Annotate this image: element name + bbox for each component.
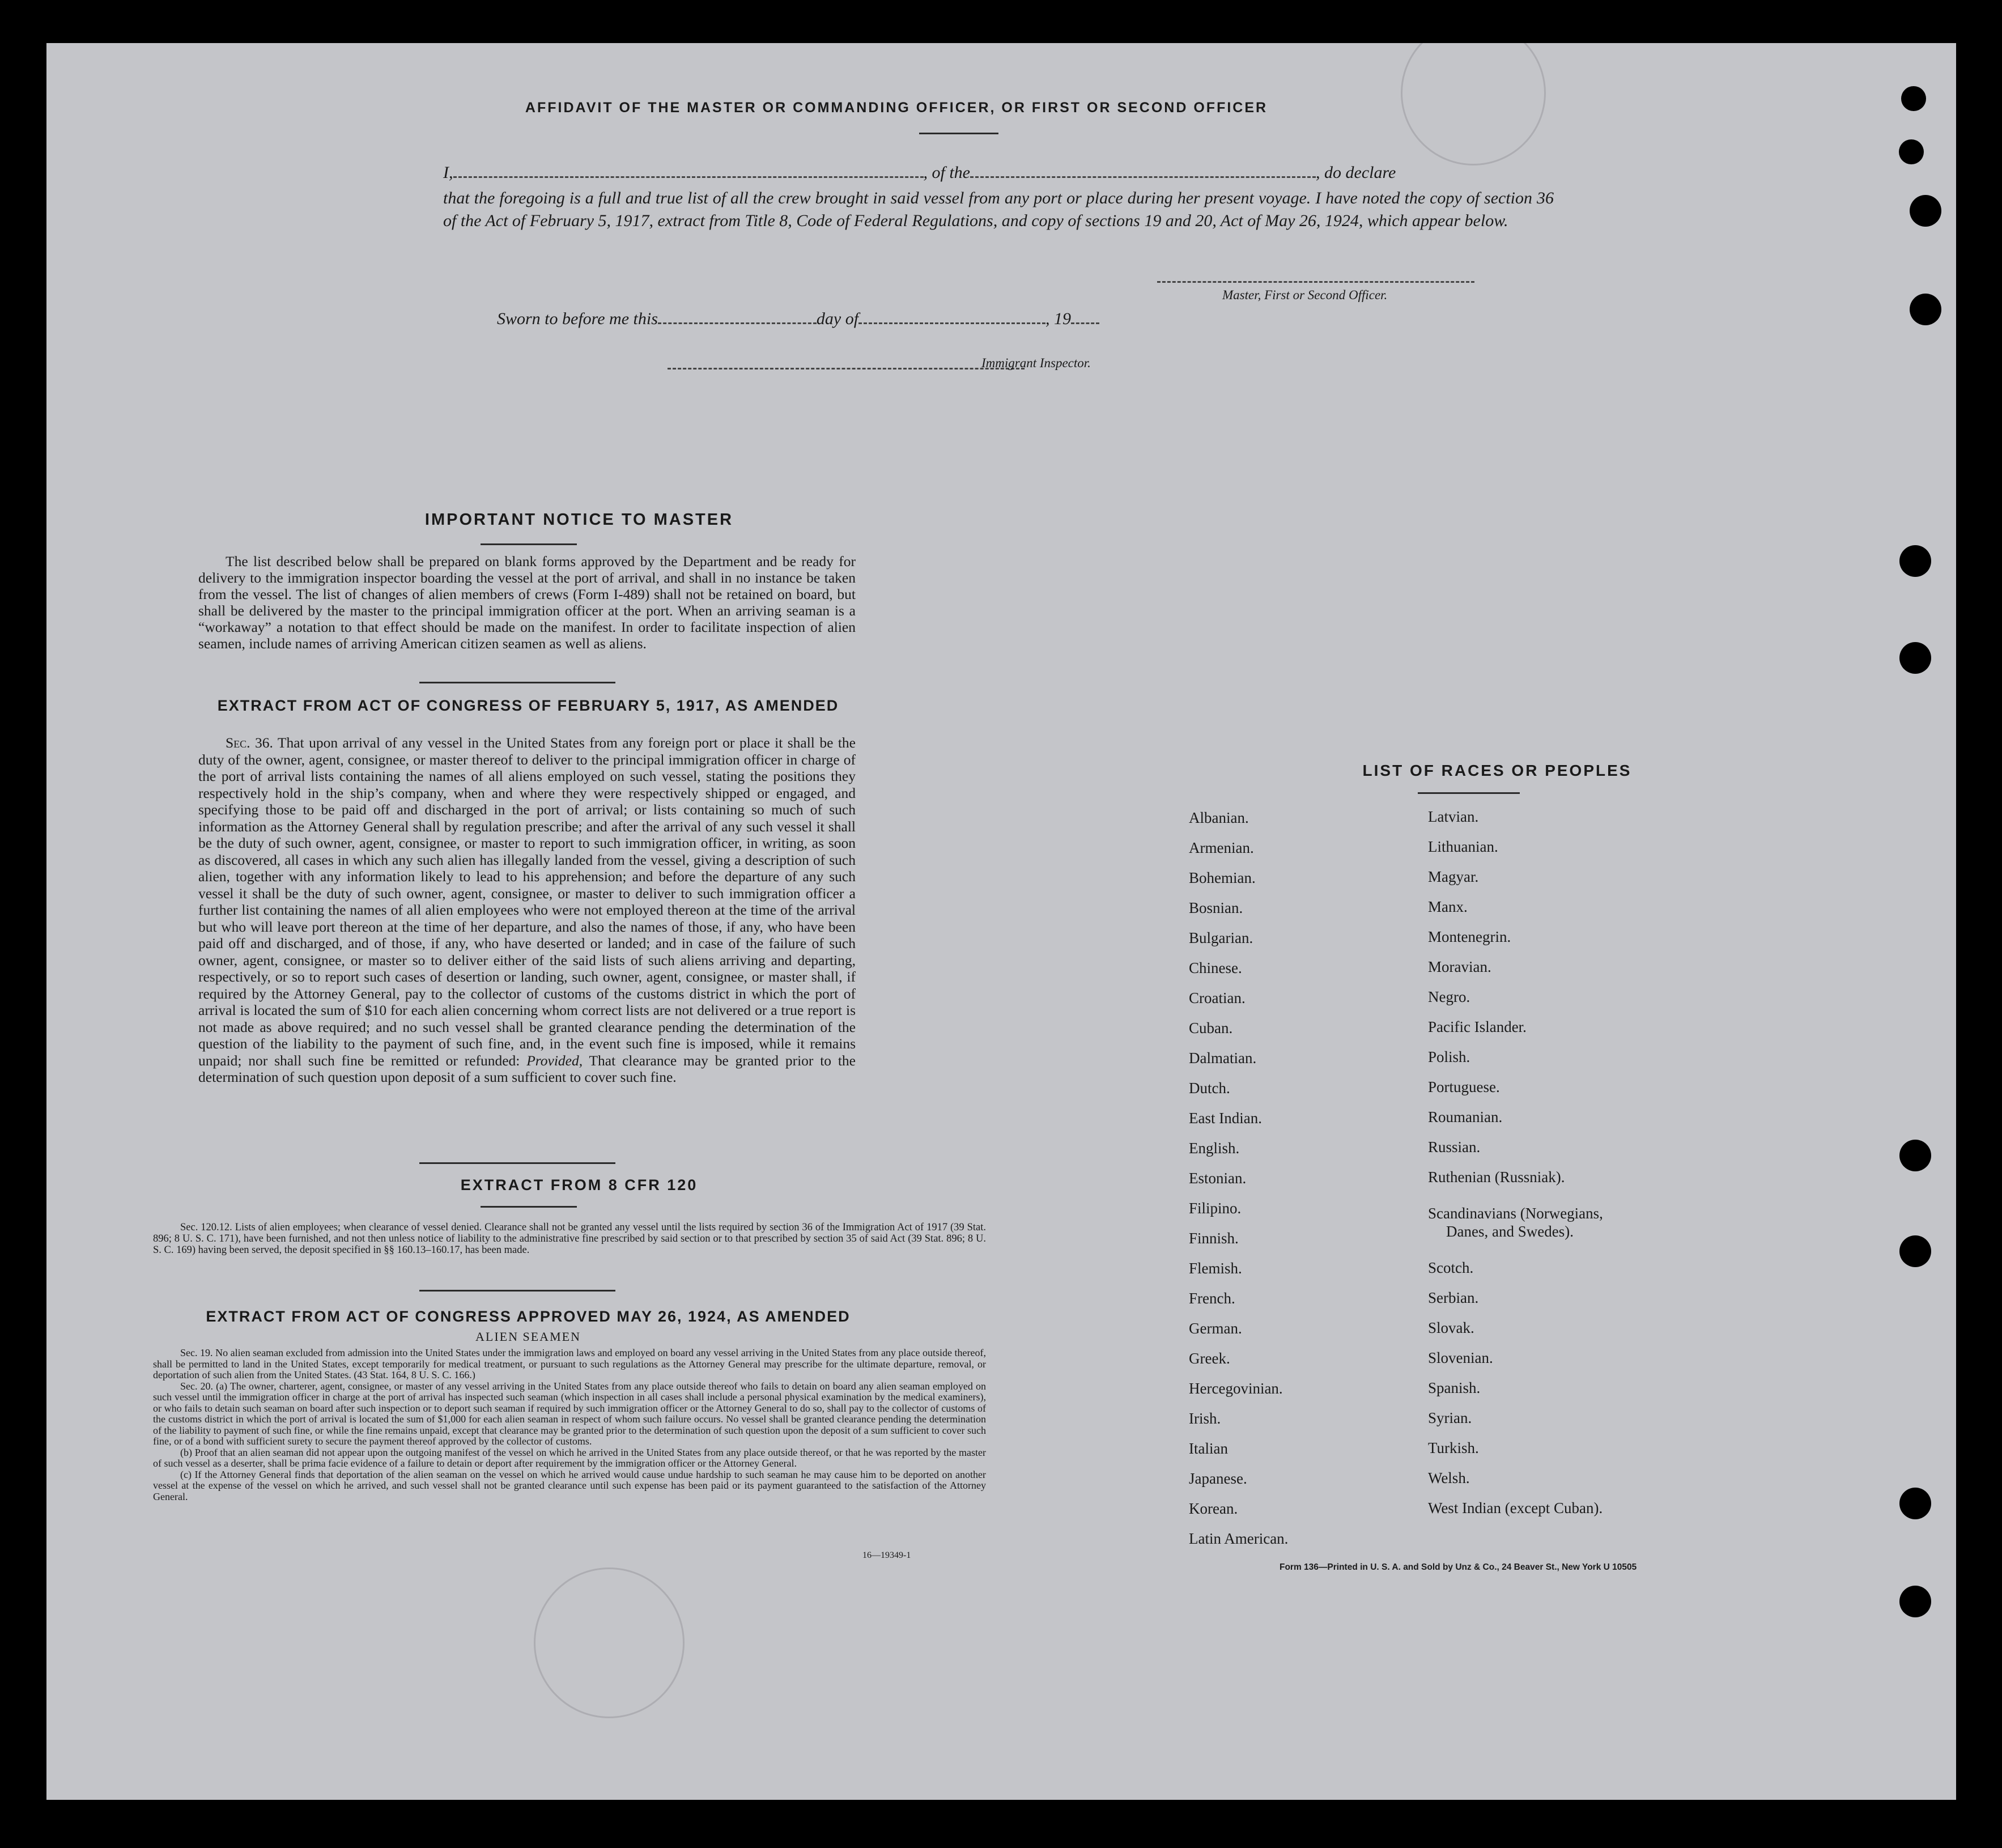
affidavit-do-declare: , do declare bbox=[1316, 163, 1396, 182]
race-item: Russian. bbox=[1428, 1138, 1481, 1155]
race-item: Montenegrin. bbox=[1428, 928, 1511, 945]
race-item: Welsh. bbox=[1428, 1469, 1470, 1486]
race-item: Italian bbox=[1189, 1440, 1228, 1457]
race-item: Magyar. bbox=[1428, 868, 1479, 885]
race-item: Finnish. bbox=[1189, 1230, 1239, 1247]
race-item: Latvian. bbox=[1428, 808, 1479, 825]
race-item: Japanese. bbox=[1189, 1470, 1247, 1487]
race-item: Irish. bbox=[1189, 1410, 1221, 1427]
race-item: Serbian. bbox=[1428, 1289, 1479, 1306]
printer-footer: Form 136—Printed in U. S. A. and Sold by Unz & Co., 24 Beaver St., New York U 10505 bbox=[1280, 1562, 1637, 1572]
races-title: LIST OF RACES OR PEOPLES bbox=[1362, 762, 1632, 779]
punch-hole bbox=[1899, 1488, 1931, 1519]
race-item: Greek. bbox=[1189, 1350, 1230, 1367]
notice-body: The list described below shall be prepared on blank forms approved by the Department and be ready for delivery to the immigration inspector boarding the vessel at the port of arrival, and shall in no instance be taken from the vessel. The list of changes of alien members of crews (Form I-489) shall not be retained on board, but shall be delivered by the master to the principal immigration officer at the port. When an arriving seaman is a “workaway” a notation to that effect should be made on the manifest. In order to facilitate inspection of alien seamen, include names of arriving American citizen seamen as well as aliens. bbox=[198, 553, 856, 652]
document-page bbox=[46, 43, 1956, 1800]
extract-cfr-title: EXTRACT FROM 8 CFR 120 bbox=[460, 1176, 698, 1193]
affidavit-title-rule bbox=[919, 133, 998, 134]
race-item: Scandinavians (Norwegians, bbox=[1428, 1205, 1603, 1222]
punch-hole bbox=[1899, 1235, 1931, 1267]
notice-title-rule bbox=[481, 543, 577, 545]
sec-36-label: Sec. 36. bbox=[226, 734, 273, 751]
punch-hole bbox=[1899, 139, 1924, 164]
race-item: English. bbox=[1189, 1140, 1240, 1157]
race-item: Lithuanian. bbox=[1428, 838, 1498, 855]
race-item: Scotch. bbox=[1428, 1259, 1474, 1276]
extract-1924-subtitle: ALIEN SEAMEN bbox=[475, 1329, 581, 1344]
sec-36-provided: Provided, bbox=[526, 1052, 583, 1069]
extract-1917-body bbox=[198, 734, 856, 1086]
embossed-seal-top bbox=[1401, 43, 1546, 165]
sec-36-text-2: That clearance may be granted prior to the determination of such question upon deposit of a sum sufficient to cover such fine. bbox=[198, 1052, 856, 1085]
master-signature-label: Master, First or Second Officer. bbox=[1222, 288, 1388, 302]
extract-1924-body bbox=[153, 1348, 986, 1502]
race-item: Bosnian. bbox=[1189, 899, 1243, 916]
race-item: Korean. bbox=[1189, 1500, 1238, 1517]
race-item: Filipino. bbox=[1189, 1200, 1242, 1217]
inspector-signature-label: Immigrant Inspector. bbox=[981, 356, 1091, 370]
races-title-rule bbox=[1418, 792, 1520, 794]
rule-before-1924 bbox=[419, 1290, 615, 1292]
form-code: 16—19349-1 bbox=[862, 1550, 911, 1560]
race-item: Cuban. bbox=[1189, 1019, 1233, 1036]
race-item: Moravian. bbox=[1428, 958, 1491, 975]
extract-cfr-body: Sec. 120.12. Lists of alien employees; when clearance of vessel denied. Clearance shall not be granted any vessel until the lists required by section 36 of the Immigration Act of 1917 (39 Stat. 896; 8 U. S. C. 171), have been furnished, and not then unless notice of liability to the administrative fine prescribed by said section or to that prescribed by section 35 of said Act (39 Stat. 896; 8 U. S. C. 169) having been served, the deposit specified in §§ 160.13–160.17, has been made. bbox=[153, 1222, 986, 1256]
affidavit-i: I, bbox=[443, 163, 453, 182]
race-item: Latin American. bbox=[1189, 1530, 1289, 1547]
race-item: Bulgarian. bbox=[1189, 929, 1253, 946]
master-signature-line bbox=[1157, 281, 1474, 283]
punch-hole bbox=[1901, 86, 1926, 111]
sec-36-text-1: That upon arrival of any vessel in the United States from any foreign port or place it shall be the duty of the owner, agent, consignee, or master thereof to deliver to the principal immigration officer in charge of the port of arrival lists containing the names of all aliens employed on such vessel, stating the positions they respectively hold in the ship’s company, when and where they were respectively shipped or engaged, and specifying those to be paid off and discharged in the port of arrival; or lists containing so much of such information as the Attorney General shall by regulation prescribe; and after the arrival of any such vessel it shall be the duty of such owner, agent, consignee, or master to report to such immigration officer, in writing, as soon as discovered, all cases in which any such alien has illegally landed from the vessel, giving a description of such alien, together with any information likely to lead to his apprehension; and before the departure of any such vessel it shall be the duty of such owner, agent, consignee, or master to deliver to such immigration officer a further list containing the names of all alien employees who were not employed thereon at the time of the arrival but who will leave port thereon at the time of her departure, and also the names of those, if any, who have been paid off and discharged, and of those, if any, who have deserted or landed; and in case of the failure of such owner, agent, consignee, or master so to deliver either of the said lists of such aliens arriving and departing, respectively, or so to report such cases of desertion or landing, such owner, agent, consignee, or master shall, if required by the Attorney General, pay to the collector of customs of the customs district in which the port of arrival is located the sum of $10 for each alien concerning whom correct lists are not delivered or a true report is not made as above required; and no such vessel shall be granted clearance pending the determination of the question of the liability to the payment of such fine, and, in the event such fine is imposed, while it remains unpaid; nor shall such fine be remitted or refunded: bbox=[198, 734, 856, 1069]
affidavit-of-the: , of the bbox=[923, 163, 970, 182]
race-item: Armenian. bbox=[1189, 839, 1254, 856]
race-item: Ruthenian (Russniak). bbox=[1428, 1169, 1565, 1186]
year-label: , 19 bbox=[1045, 309, 1072, 328]
race-item: Hercegovinian. bbox=[1189, 1380, 1283, 1397]
race-item: Manx. bbox=[1428, 898, 1468, 915]
sworn-label: Sworn to before me this bbox=[497, 309, 658, 328]
extract-1917-title: EXTRACT FROM ACT OF CONGRESS OF FEBRUARY 5, 1917, AS AMENDED bbox=[217, 697, 839, 714]
race-item: Slovenian. bbox=[1428, 1349, 1493, 1366]
affidavit-title: AFFIDAVIT OF THE MASTER OR COMMANDING OFFICER, OR FIRST OR SECOND OFFICER bbox=[525, 100, 1268, 116]
inspector-signature-line bbox=[668, 368, 1025, 369]
race-item: Pacific Islander. bbox=[1428, 1018, 1527, 1035]
race-item: French. bbox=[1189, 1290, 1235, 1307]
punch-hole bbox=[1910, 294, 1941, 325]
race-item: Slovak. bbox=[1428, 1319, 1474, 1336]
race-item: Polish. bbox=[1428, 1048, 1470, 1065]
race-item: Spanish. bbox=[1428, 1379, 1481, 1396]
punch-hole bbox=[1899, 642, 1931, 674]
affidavit-body: that the foregoing is a full and true list of all the crew brought in said vessel from any port or place during her present voyage. I have noted the copy of section 36 of the Act of February 5, 1917, extract from Title 8, Code of Federal Regulations, and copy of sections 19 and 20, Act of May 26, 1924, which appear below. bbox=[443, 189, 1554, 230]
punch-hole bbox=[1899, 545, 1931, 577]
race-item: Estonian. bbox=[1189, 1170, 1247, 1187]
race-item: Bohemian. bbox=[1189, 869, 1256, 886]
race-item: Chinese. bbox=[1189, 959, 1242, 976]
race-item: Portuguese. bbox=[1428, 1078, 1500, 1095]
race-item: Dalmatian. bbox=[1189, 1050, 1257, 1067]
cfr-title-rule bbox=[481, 1206, 577, 1208]
race-item: Danes, and Swedes). bbox=[1446, 1223, 1574, 1240]
race-item: German. bbox=[1189, 1320, 1242, 1337]
punch-hole bbox=[1899, 1586, 1931, 1617]
punch-hole bbox=[1899, 1140, 1931, 1171]
sec-20c-text: (c) If the Attorney General finds that deportation of the alien seaman on the vessel on which he arrived would cause undue hardship to such seaman he may cause him to be deported on another vessel at the expense of the vessel on which he arrived, and such vessel shall not be granted clearance until such expense has been paid or its payment guaranteed to the satisfaction of the Attorney General. bbox=[153, 1468, 986, 1502]
sec-19-text: Sec. 19. No alien seaman excluded from admission into the United States under the immigration laws and employed on board any vessel arriving in the United States from any place outside thereof, shall be permitted to land in the United States, except temporarily for medical treatment, or pursuant to such regulations as the Attorney General may prescribe for the ultimate departure, removal, or deportation of such alien from the United States. (43 Stat. 164, 8 U. S. C. 166.) bbox=[153, 1347, 986, 1380]
race-item: Roumanian. bbox=[1428, 1108, 1503, 1125]
rule-before-cfr bbox=[419, 1162, 615, 1164]
notice-title: IMPORTANT NOTICE TO MASTER bbox=[424, 511, 734, 529]
sec-20a-text: Sec. 20. (a) The owner, charterer, agent, consignee, or master of any vessel arriving in the United States from any place outside thereof who fails to detain on board any alien seaman employed on such vessel until the immigration officer in charge at the port of arrival has inspected such seaman (which inspection in all cases shall include a personal physical examination by the medical examiners), or who fails to detain such seaman on board after such inspection or to deport such seaman if required by such immigration officer or the Attorney General to do so, shall pay to the collector of customs of the customs district in which the port of arrival is located the sum of $1,000 for each alien seaman in respect of whom such failure occurs. No vessel shall be granted clearance pending the determination of the liability to payment of such fine, or while the fine remains unpaid, except that clearance may be granted prior to the determination of such question upon the deposit of a sum sufficient to cover such fine, or of a bond with sufficient surety to secure the payment thereof approved by the collector of customs. bbox=[153, 1380, 986, 1447]
rule-before-1917 bbox=[419, 682, 615, 683]
sworn-line bbox=[497, 309, 1099, 329]
affidavit-declaration-line bbox=[443, 163, 1554, 182]
race-item: East Indian. bbox=[1189, 1110, 1262, 1127]
race-item: Croatian. bbox=[1189, 989, 1246, 1006]
sec-20b-text: (b) Proof that an alien seaman did not appear upon the outgoing manifest of the vessel on which he arrived in the United States from any place outside thereof, or that he was reported by the master of such vessel as a deserter, shall be prima facie evidence of a failure to detain or deport after requirement by the immigration officer or the Attorney General. bbox=[153, 1446, 986, 1469]
race-item: Syrian. bbox=[1428, 1409, 1472, 1426]
day-of-label: day of bbox=[816, 309, 859, 328]
race-item: Dutch. bbox=[1189, 1080, 1230, 1097]
race-item: Flemish. bbox=[1189, 1260, 1242, 1277]
punch-hole bbox=[1910, 195, 1941, 227]
race-item: Turkish. bbox=[1428, 1439, 1479, 1456]
race-item: West Indian (except Cuban). bbox=[1428, 1499, 1603, 1516]
embossed-seal-bottom bbox=[534, 1567, 685, 1718]
race-item: Albanian. bbox=[1189, 809, 1249, 826]
extract-1924-title: EXTRACT FROM ACT OF CONGRESS APPROVED MAY 26, 1924, AS AMENDED bbox=[206, 1308, 851, 1325]
race-item: Negro. bbox=[1428, 988, 1470, 1005]
